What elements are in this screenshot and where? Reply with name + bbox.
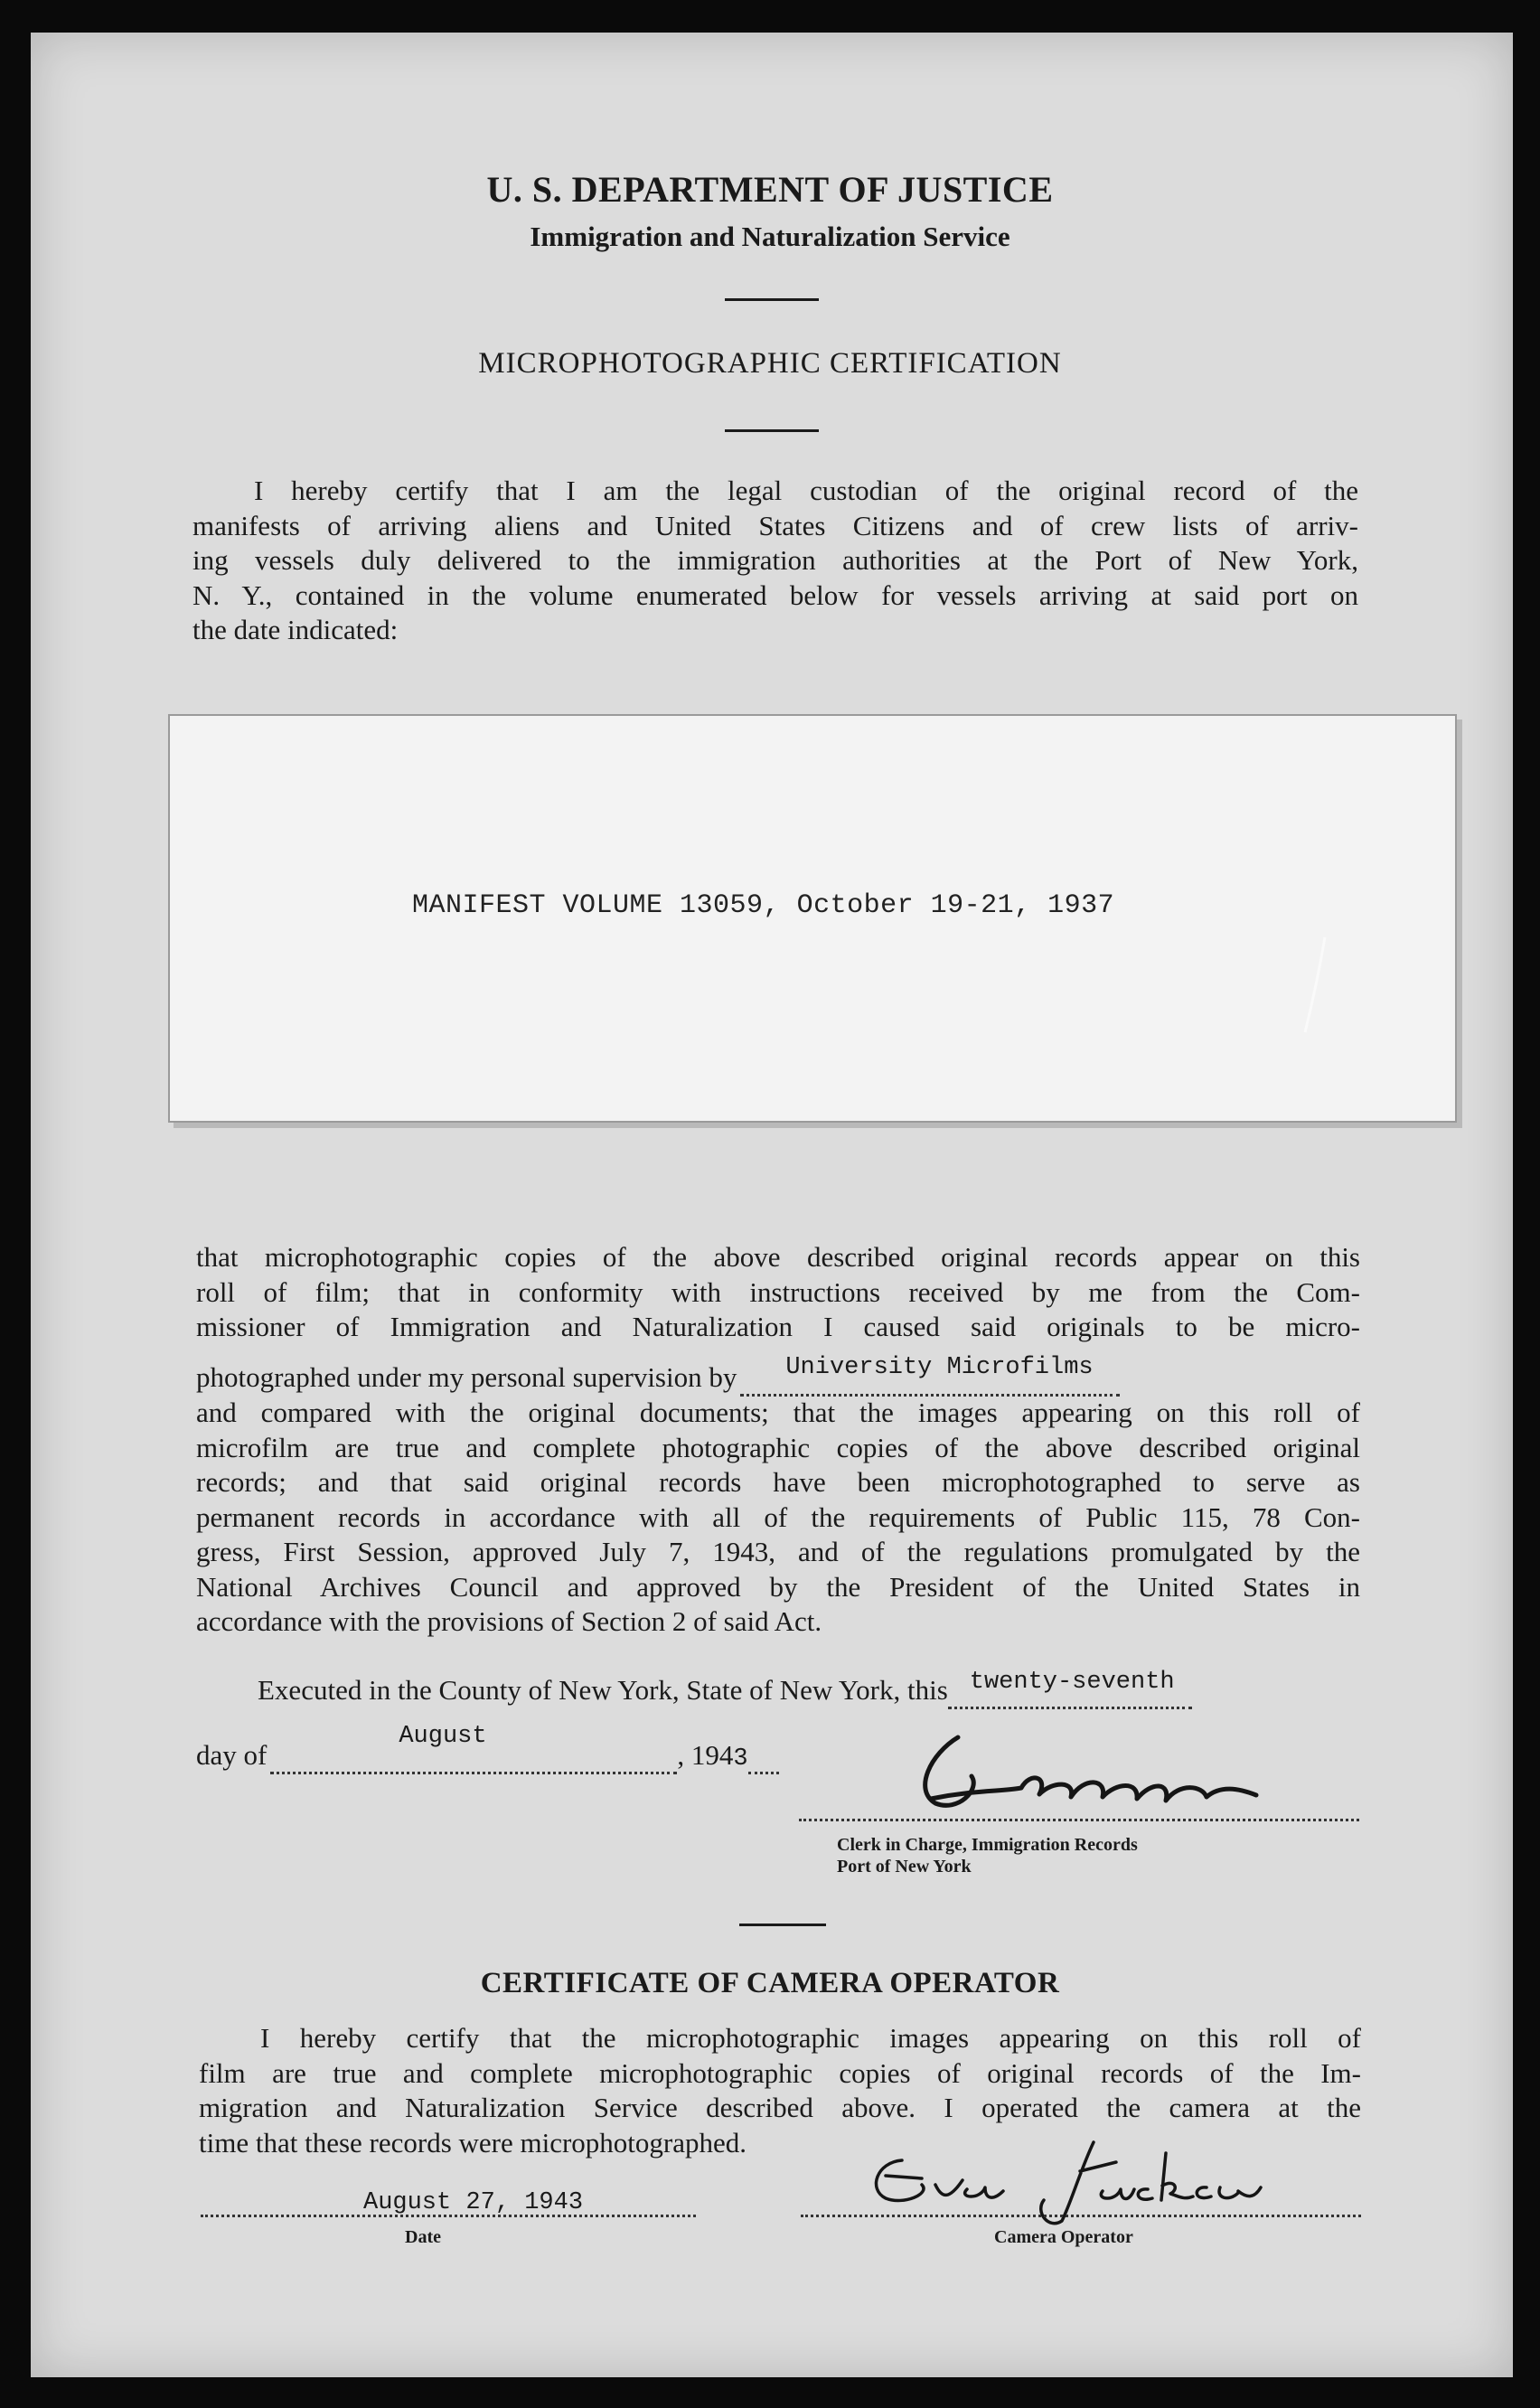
executed-blank [948,1669,1192,1709]
certification-heading: MICROPHOTOGRAPHIC CERTIFICATION [478,347,1062,380]
supervision-blank [740,1354,1120,1397]
body-line: roll of film; that in conformity with instructions received by me from the Com- [196,1275,1360,1308]
year-blank [748,1739,779,1774]
operator-signature-line [801,2215,1361,2217]
divider-bottom [739,1924,826,1926]
month-blank [270,1723,677,1774]
body-line: permanent records in accordance with all of the requirements of Public 115, 78 Con- [196,1500,1360,1533]
operator-signature [859,2135,1274,2225]
executed-prefix: Executed in the County of New York, State of New York, this [258,1674,948,1706]
intro-paragraph [192,474,1358,648]
body-line: gress, First Session, approved July 7, 1943, and of the regulations promulgated by the [196,1536,1360,1567]
day-of-line [196,1723,779,1774]
camera-line: I hereby certify that the microphotographic images appearing on this roll of [260,2022,1361,2054]
pencil-mark [1298,933,1334,1041]
intro-line: manifests of arriving aliens and United States Citizens and of crew lists of arriv- [192,509,1358,541]
clerk-title: Clerk in Charge, Immigration Records [837,1835,1138,1855]
supervision-prefix: photographed under my personal supervision by [196,1361,737,1393]
body-line: National Archives Council and approved by the President of the United States in [196,1570,1360,1603]
supervision-name: University Microfilms [785,1354,1094,1381]
intro-line: N. Y., contained in the volume enumerated below for vessels arriving at said port on [192,578,1358,611]
intro-line: the date indicated: [192,614,399,645]
body-line: and compared with the original documents; that the images appearing on this roll of [196,1397,1360,1428]
camera-heading: CERTIFICATE OF CAMERA OPERATOR [480,1967,1060,1999]
camera-line: migration and Naturalization Service described above. I operated the camera at the [199,2092,1361,2123]
day-of-label: day of [196,1739,268,1771]
year-prefix: , 194 [677,1739,734,1771]
body-line: missioner of Immigration and Naturalization I caused said originals to be micro- [196,1311,1360,1342]
manifest-volume-card [168,714,1457,1123]
clerk-port: Port of New York [837,1857,972,1877]
body-line: that microphotographic copies of the above described original records appear on this [196,1241,1360,1273]
executed-day: twenty-seventh [969,1669,1175,1696]
manifest-volume-label: MANIFEST VOLUME 13059, October 19-21, 1937 [412,890,1115,921]
body-paragraph-continued [196,1396,1360,1640]
clerk-signature-line [799,1819,1359,1821]
body-line: accordance with the provisions of Section 2 of said Act. [196,1605,822,1637]
supervision-line [196,1354,1362,1397]
executed-line [258,1669,1192,1709]
year-digit: 3 [733,1745,748,1773]
divider-mid [725,429,819,432]
date-value: August 27, 1943 [363,2189,584,2216]
camera-line: time that these records were microphotographed. [199,2126,747,2159]
clerk-signature [895,1726,1319,1826]
service-subtitle: Immigration and Naturalization Service [530,221,1010,252]
body-line: records; and that said original records have been microphotographed to serve as [196,1466,1360,1498]
body-paragraph [196,1240,1360,1345]
body-line: microfilm are true and complete photographic copies of the above described original [196,1431,1360,1463]
intro-line: I hereby certify that I am the legal custodian of the original record of the [254,475,1358,506]
date-label: Date [405,2227,441,2247]
month-value: August [399,1723,487,1750]
camera-line: film are true and complete microphotographic copies of original records of the Im- [199,2056,1361,2089]
intro-line: ing vessels duly delivered to the immigration authorities at the Port of New York, [192,544,1358,576]
operator-label: Camera Operator [994,2227,1133,2247]
department-title: U. S. DEPARTMENT OF JUSTICE [486,169,1054,210]
divider-top [725,298,819,301]
